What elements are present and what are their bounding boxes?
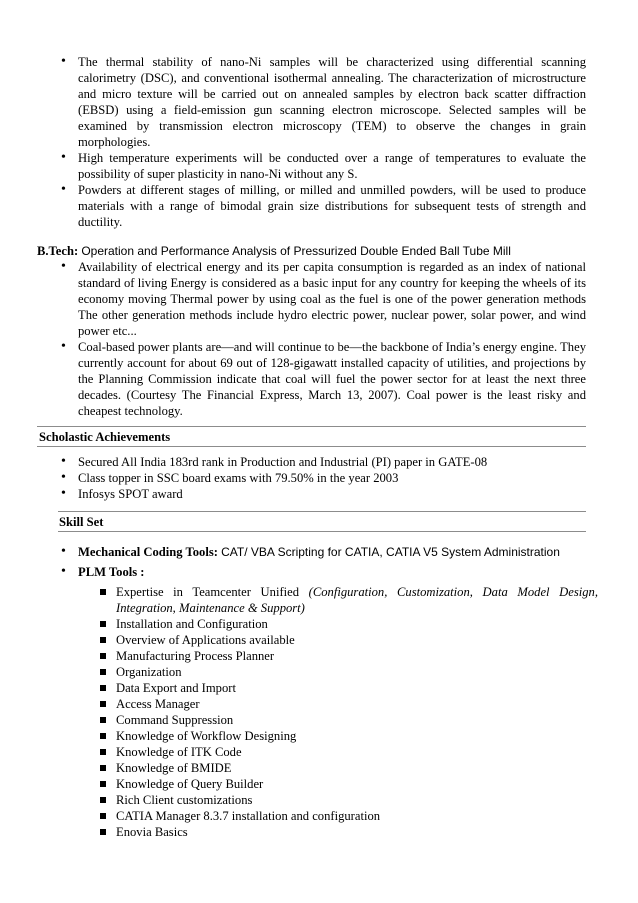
plm-tools-list — [0, 584, 638, 840]
list-item — [0, 564, 638, 580]
section-divider — [58, 531, 586, 532]
plm-first-detail: (Configuration, Customization, Data Model Design, Integration, Maintenance & Support) — [116, 585, 598, 615]
btech-title: Operation and Performance Analysis of Pressurized Double Ended Ball Tube Mill — [81, 244, 511, 258]
list-item: Knowledge of Workflow Designing — [0, 728, 638, 744]
scholastic-list — [0, 454, 638, 502]
plm-first-text: Expertise in Teamcenter Unified — [116, 585, 300, 599]
list-item: • The thermal stability of nano-Ni samples will be characterized using differential scanning calorimetry (DSC), and conventional isothermal annealing. The characterization of microstructure and micro texture will be carried out on annealed samples by electron back scatter diffraction (EBSD) using a field-emission gun scanning electron microscope. Selected samples will be examined by transmission electron microscopy (TEM) to observe the changes in grain morphologies. — [0, 54, 638, 150]
list-item — [0, 544, 638, 560]
list-item: Data Export and Import — [0, 680, 638, 696]
mechanical-label: Mechanical Coding Tools: — [78, 545, 218, 559]
list-item: Access Manager — [0, 696, 638, 712]
list-item: Overview of Applications available — [0, 632, 638, 648]
list-item: Manufacturing Process Planner — [0, 648, 638, 664]
list-item: Rich Client customizations — [0, 792, 638, 808]
list-item: Organization — [0, 664, 638, 680]
list-item — [0, 584, 638, 616]
list-item: • Powders at different stages of milling, or milled and unmilled powders, will be used to produce materials with a range of bimodal grain size distributions for subsequent tests of strength and ductility. — [0, 182, 638, 230]
research-bullet-list — [0, 54, 638, 230]
list-item: Knowledge of ITK Code — [0, 744, 638, 760]
skills-list — [0, 544, 638, 580]
btech-label: B.Tech: — [37, 244, 79, 258]
list-item: • Secured All India 183rd rank in Production and Industrial (PI) paper in GATE-08 — [0, 454, 638, 470]
list-item: • High temperature experiments will be conducted over a range of temperatures to evaluate the possibility of super plasticity in nano-Ni without any S. — [0, 150, 638, 182]
list-item: Enovia Basics — [0, 824, 638, 840]
btech-bullet-list — [0, 259, 638, 419]
section-divider — [37, 446, 586, 447]
list-item: Command Suppression — [0, 712, 638, 728]
btech-project-title — [37, 243, 597, 259]
list-item: Knowledge of BMIDE — [0, 760, 638, 776]
section-divider — [58, 511, 586, 512]
plm-label: PLM Tools : — [78, 565, 145, 579]
mechanical-value: CAT/ VBA Scripting for CATIA, CATIA V5 System Administration — [221, 545, 560, 559]
list-item: • Class topper in SSC board exams with 79.50% in the year 2003 — [0, 470, 638, 486]
list-item: • Infosys SPOT award — [0, 486, 638, 502]
scholastic-heading: Scholastic Achievements — [39, 430, 171, 444]
list-item: • Coal-based power plants are—and will continue to be—the backbone of India’s energy engine. They currently account for about 69 out of 128-gigawatt installed capacity of utilities, and projections by the Planning Commission indicate that coal will fuel the power sector for at least the next three decades. (Courtesy The Financial Express, March 13, 2007). Coal power is the least risky and cheapest technology. — [0, 339, 638, 419]
list-item: Knowledge of Query Builder — [0, 776, 638, 792]
list-item: Installation and Configuration — [0, 616, 638, 632]
list-item: CATIA Manager 8.3.7 installation and configuration — [0, 808, 638, 824]
list-item: • Availability of electrical energy and its per capita consumption is regarded as an index of national standard of living Energy is considered as a basic input for any country for keeping the wheels of its economy moving Thermal power by using coal as the fuel is one of the power generation methods The other generation methods include hydro electric power, nuclear power, solar power, and wind power etc... — [0, 259, 638, 339]
section-divider — [37, 426, 586, 427]
skills-heading: Skill Set — [59, 515, 104, 529]
